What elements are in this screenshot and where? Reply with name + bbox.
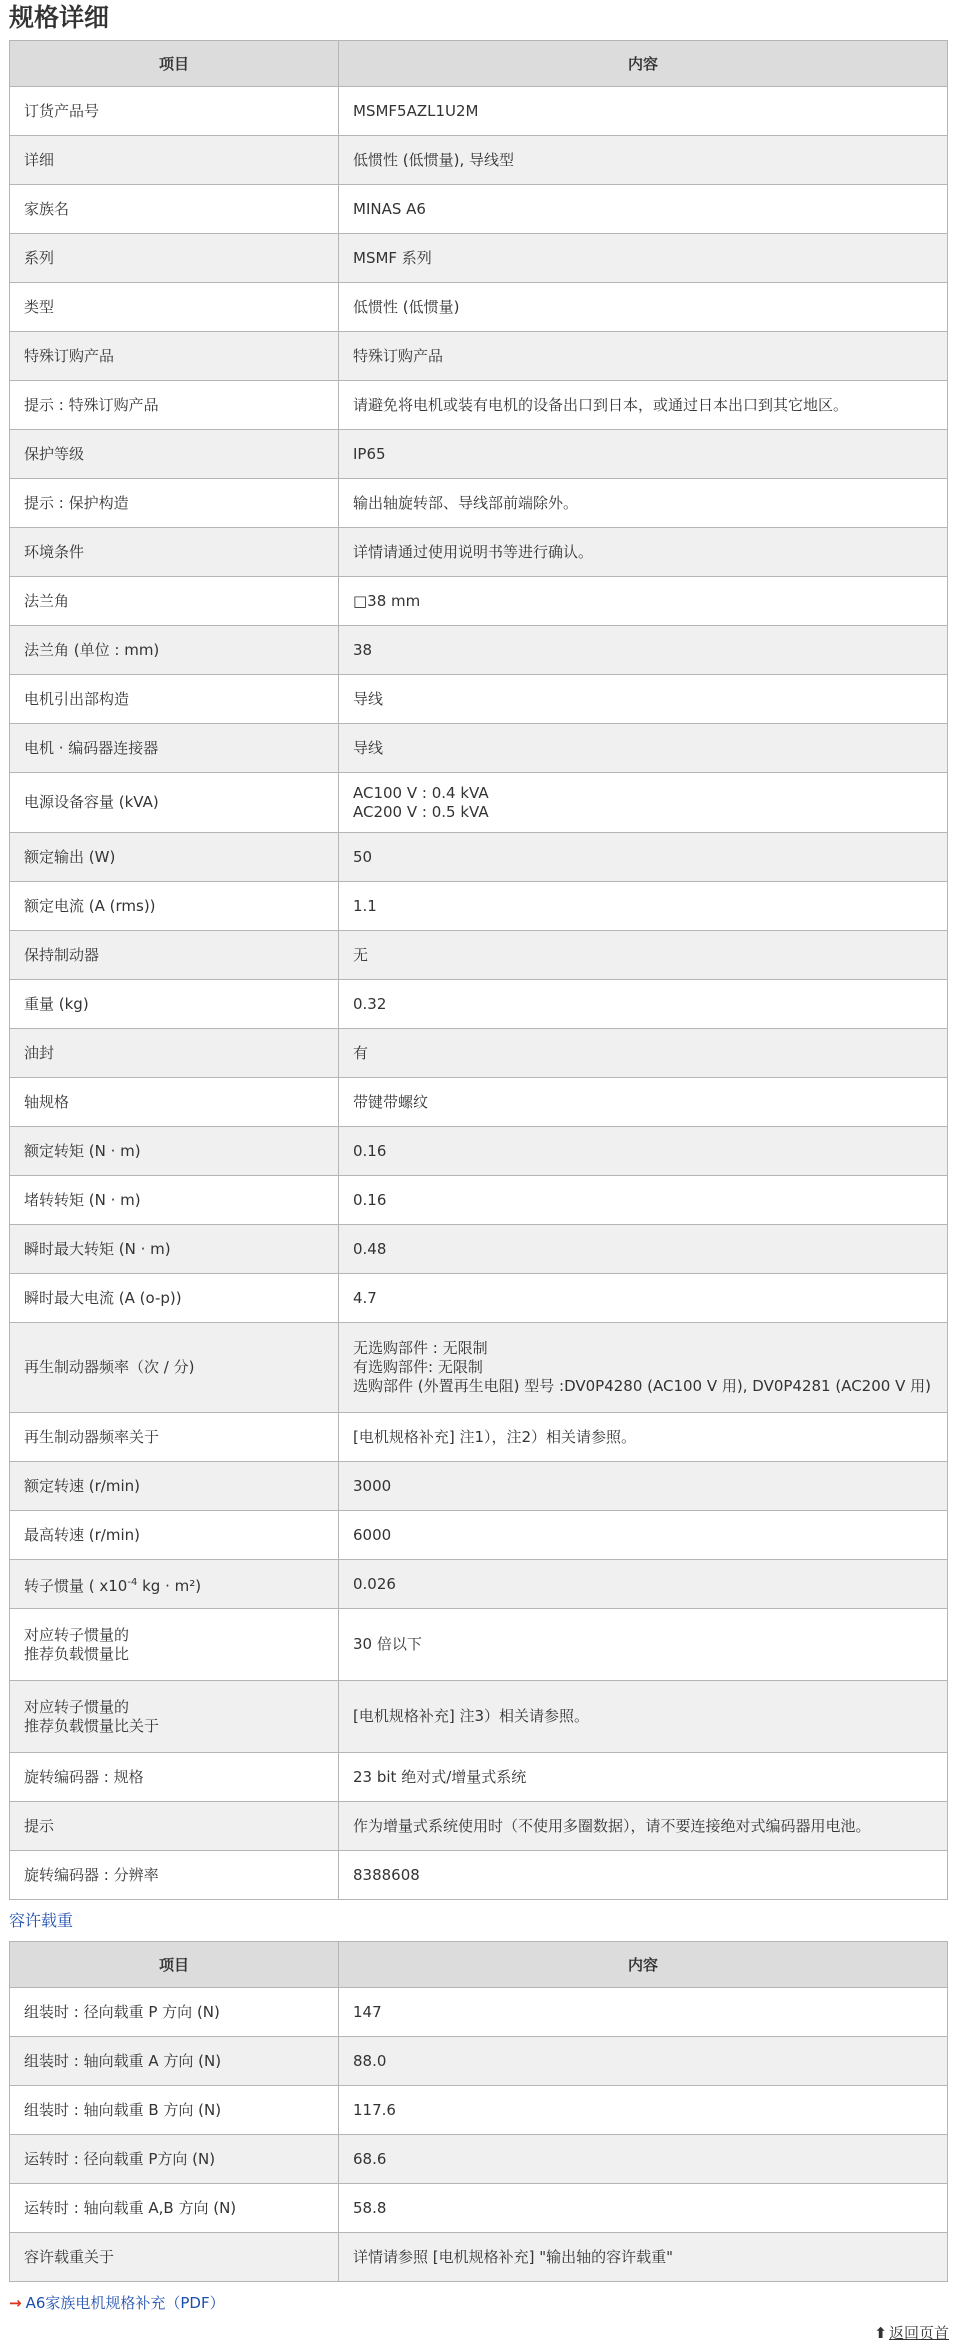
row-value: [电机规格补充] 注3）相关请参照。: [339, 1681, 948, 1753]
row-label: 额定转速 (r/min): [10, 1462, 339, 1511]
back-to-top-label: 返回页首: [888, 2324, 949, 2342]
table-row: [10, 1078, 948, 1127]
row-value: 30 倍以下: [339, 1609, 948, 1681]
table-row: [10, 136, 948, 185]
spec-table: [9, 40, 948, 1900]
row-label: 详细: [10, 136, 339, 185]
row-value: □38 mm: [339, 577, 948, 626]
row-value: 特殊订购产品: [339, 332, 948, 381]
column-header-content: 内容: [339, 41, 948, 87]
table-row: [10, 234, 948, 283]
spec-table-body: [10, 87, 948, 1900]
table-row: [10, 1413, 948, 1462]
column-header-content: 内容: [339, 1942, 948, 1988]
row-value: 详情请参照 [电机规格补充] "输出轴的容许载重": [339, 2233, 948, 2282]
row-label: 运转时 : 径向载重 P方向 (N): [10, 2135, 339, 2184]
row-value: 低惯性 (低惯量): [339, 283, 948, 332]
row-value: 23 bit 绝对式/增量式系统: [339, 1753, 948, 1802]
section-title-allowable-load: 容许载重: [9, 1911, 74, 1930]
row-label: 订货产品号: [10, 87, 339, 136]
row-value: 低惯性 (低惯量), 导线型: [339, 136, 948, 185]
row-value: 无选购部件 : 无限制 有选购部件: 无限制 选购部件 (外置再生电阻) 型号 :DV0P4280 (AC100 V 用), DV0P4281 (AC200 V 用): [339, 1323, 948, 1413]
row-label: 瞬时最大转矩 (N · m): [10, 1225, 339, 1274]
row-value: 8388608: [339, 1851, 948, 1900]
page-title: 规格详细: [9, 3, 110, 32]
row-label: 家族名: [10, 185, 339, 234]
table-row: [10, 1560, 948, 1609]
table-row: [10, 1851, 948, 1900]
row-value: 无: [339, 931, 948, 980]
table-row: [10, 2135, 948, 2184]
table-row: [10, 185, 948, 234]
row-label: 旋转编码器 : 规格: [10, 1753, 339, 1802]
table-row: [10, 931, 948, 980]
row-label-suffix: kg · m²): [137, 1576, 202, 1595]
row-label: 组装时 : 轴向载重 A 方向 (N): [10, 2037, 339, 2086]
load-table-header: [10, 1942, 948, 1988]
table-row: [10, 1681, 948, 1753]
table-row: [10, 724, 948, 773]
column-header-item: 项目: [10, 41, 339, 87]
row-label: 额定电流 (A (rms)): [10, 882, 339, 931]
table-row: [10, 1802, 948, 1851]
row-value: 有: [339, 1029, 948, 1078]
row-label: 特殊订购产品: [10, 332, 339, 381]
row-value: 38: [339, 626, 948, 675]
row-value: [电机规格补充] 注1），注2）相关请参照。: [339, 1413, 948, 1462]
table-row: [10, 1127, 948, 1176]
row-label: 最高转速 (r/min): [10, 1511, 339, 1560]
load-table: [9, 1941, 948, 2282]
row-value: 3000: [339, 1462, 948, 1511]
row-label: 对应转子惯量的 推荐负载惯量比关于: [10, 1681, 339, 1753]
row-value: 1.1: [339, 882, 948, 931]
table-row: [10, 479, 948, 528]
row-value: 4.7: [339, 1274, 948, 1323]
load-table-body: [10, 1988, 948, 2282]
table-row: [10, 833, 948, 882]
row-label: 组装时 : 轴向载重 B 方向 (N): [10, 2086, 339, 2135]
row-label-superscript: -4: [127, 1576, 138, 1588]
row-value: 0.48: [339, 1225, 948, 1274]
page: [9, 0, 947, 2318]
row-value: 详情请通过使用说明书等进行确认。: [339, 528, 948, 577]
row-value: 6000: [339, 1511, 948, 1560]
table-row: [10, 87, 948, 136]
row-label: 再生制动器频率关于: [10, 1413, 339, 1462]
row-label: 运转时 : 轴向载重 A,B 方向 (N): [10, 2184, 339, 2233]
row-label: 轴规格: [10, 1078, 339, 1127]
pdf-link-label: A6家族电机规格补充（PDF）: [25, 2294, 225, 2312]
row-label: [10, 1560, 339, 1609]
column-header-item: 项目: [10, 1942, 339, 1988]
table-row: [10, 1609, 948, 1681]
row-label: 旋转编码器 : 分辨率: [10, 1851, 339, 1900]
row-value: 作为增量式系统使用时（不使用多圈数据），请不要连接绝对式编码器用电池。: [339, 1802, 948, 1851]
row-label: 提示: [10, 1802, 339, 1851]
row-label: 容许载重关于: [10, 2233, 339, 2282]
row-value: 0.026: [339, 1560, 948, 1609]
row-label: 保护等级: [10, 430, 339, 479]
table-row: [10, 1274, 948, 1323]
row-value: 导线: [339, 675, 948, 724]
row-value: 输出轴旋转部、导线部前端除外。: [339, 479, 948, 528]
row-value: 68.6: [339, 2135, 948, 2184]
row-label: 重量 (kg): [10, 980, 339, 1029]
table-row: [10, 1323, 948, 1413]
table-row: [10, 980, 948, 1029]
row-label: 额定输出 (W): [10, 833, 339, 882]
table-row: [10, 626, 948, 675]
table-row: [10, 1462, 948, 1511]
row-value: 导线: [339, 724, 948, 773]
row-value: 50: [339, 833, 948, 882]
row-value: MSMF 系列: [339, 234, 948, 283]
row-value: 0.16: [339, 1127, 948, 1176]
table-row: [10, 577, 948, 626]
row-value: AC100 V : 0.4 kVA AC200 V : 0.5 kVA: [339, 773, 948, 833]
row-label: 系列: [10, 234, 339, 283]
row-label-prefix: 转子惯量 ( x10: [24, 1576, 128, 1595]
row-label: 提示 : 特殊订购产品: [10, 381, 339, 430]
row-value: 88.0: [339, 2037, 948, 2086]
row-label: 类型: [10, 283, 339, 332]
row-label: 再生制动器频率（次 / 分): [10, 1323, 339, 1413]
table-row: [10, 1511, 948, 1560]
row-label: 额定转矩 (N · m): [10, 1127, 339, 1176]
row-label: 组装时 : 径向载重 P 方向 (N): [10, 1988, 339, 2037]
row-value: MINAS A6: [339, 185, 948, 234]
row-label: 提示 : 保护构造: [10, 479, 339, 528]
table-row: [10, 332, 948, 381]
row-label: 堵转转矩 (N · m): [10, 1176, 339, 1225]
row-label: 环境条件: [10, 528, 339, 577]
table-row: [10, 1176, 948, 1225]
table-row: [10, 1988, 948, 2037]
row-value: 带键带螺纹: [339, 1078, 948, 1127]
spec-table-header: [10, 41, 948, 87]
arrow-up-icon: ⬆: [874, 2324, 887, 2342]
row-value: MSMF5AZL1U2M: [339, 87, 948, 136]
row-label: 保持制动器: [10, 931, 339, 980]
table-row: [10, 283, 948, 332]
arrow-right-icon: →: [9, 2294, 22, 2312]
row-value: 117.6: [339, 2086, 948, 2135]
table-row: [10, 2086, 948, 2135]
row-label: 瞬时最大电流 (A (o-p)): [10, 1274, 339, 1323]
table-row: [10, 675, 948, 724]
row-value: 58.8: [339, 2184, 948, 2233]
table-row: [10, 773, 948, 833]
table-row: [10, 1225, 948, 1274]
table-row: [10, 430, 948, 479]
row-label: 对应转子惯量的 推荐负载惯量比: [10, 1609, 339, 1681]
table-row: [10, 2233, 948, 2282]
row-value: 0.32: [339, 980, 948, 1029]
table-row: [10, 381, 948, 430]
row-label: 电机 · 编码器连接器: [10, 724, 339, 773]
row-value: IP65: [339, 430, 948, 479]
table-row: [10, 1029, 948, 1078]
row-label: 油封: [10, 1029, 339, 1078]
row-value: 0.16: [339, 1176, 948, 1225]
table-row: [10, 882, 948, 931]
table-row: [10, 1753, 948, 1802]
row-value: 147: [339, 1988, 948, 2037]
table-row: [10, 528, 948, 577]
row-label: 法兰角: [10, 577, 339, 626]
row-label: 电机引出部构造: [10, 675, 339, 724]
table-row: [10, 2184, 948, 2233]
row-label: 法兰角 (单位 : mm): [10, 626, 339, 675]
row-value: 请避免将电机或装有电机的设备出口到日本，或通过日本出口到其它地区。: [339, 381, 948, 430]
pdf-link-motor-spec[interactable]: [9, 2288, 947, 2318]
table-row: [10, 2037, 948, 2086]
row-label: 电源设备容量 (kVA): [10, 773, 339, 833]
